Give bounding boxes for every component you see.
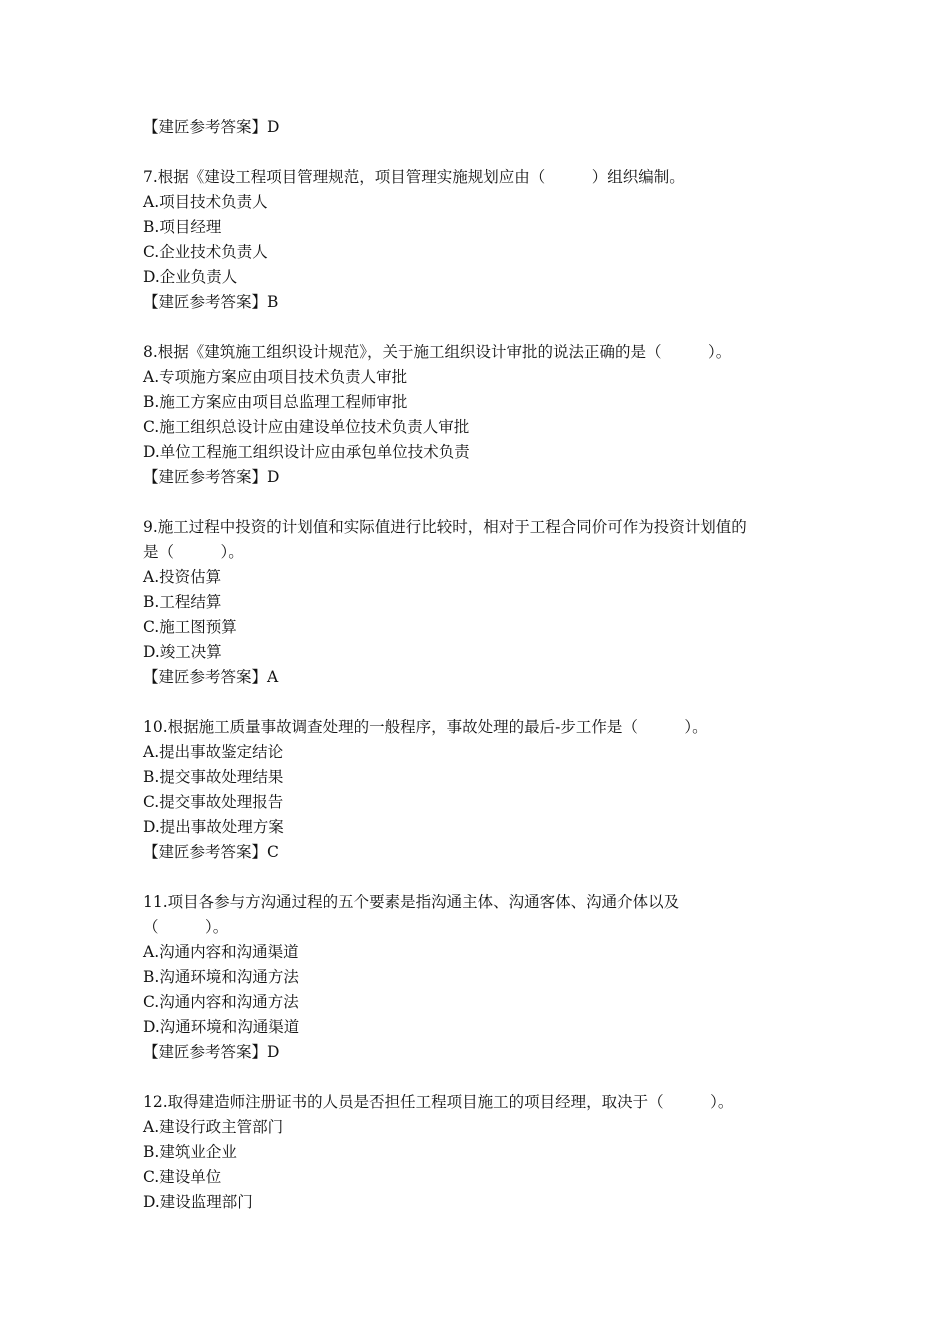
option-line: C.施工组织总设计应由建设单位技术负责人审批	[143, 418, 470, 436]
option-line: C.企业技术负责人	[143, 243, 268, 261]
question-line: 12.取得建造师注册证书的人员是否担任工程项目施工的项目经理，取决于（ ）。	[143, 1093, 734, 1111]
answer-line: 【建匠参考答案】D	[143, 118, 280, 136]
option-line: D.沟通环境和沟通渠道	[143, 1018, 300, 1036]
question-line: 8.根据《建筑施工组织设计规范》，关于施工组织设计审批的说法正确的是（ ）。	[143, 343, 732, 361]
answer-line: 【建匠参考答案】B	[143, 293, 279, 311]
option-line: D.企业负责人	[143, 268, 238, 286]
question-line: 是（ ）。	[143, 543, 244, 561]
option-line: B.项目经理	[143, 218, 222, 236]
option-line: A.沟通内容和沟通渠道	[143, 943, 299, 961]
option-line: B.建筑业企业	[143, 1143, 237, 1161]
option-line: A.项目技术负责人	[143, 193, 268, 211]
option-line: D.建设监理部门	[143, 1193, 253, 1211]
option-line: A.专项施方案应由项目技术负责人审批	[143, 368, 408, 386]
option-line: C.沟通内容和沟通方法	[143, 993, 299, 1011]
blank-line	[143, 140, 813, 165]
option-line: B.提交事故处理结果	[143, 768, 284, 786]
blank-line	[143, 690, 813, 715]
question-line: 7.根据《建设工程项目管理规范，项目管理实施规划应由（ ）组织编制。	[143, 168, 685, 186]
option-line: C.施工图预算	[143, 618, 237, 636]
option-line: A.提出事故鉴定结论	[143, 743, 284, 761]
question-line: 10.根据施工质量事故调查处理的一般程序，事故处理的最后-步工作是（ ）。	[143, 718, 708, 736]
question-line: 11.项目各参与方沟通过程的五个要素是指沟通主体、沟通客体、沟通介体以及	[143, 893, 680, 911]
option-line: D.竣工决算	[143, 643, 222, 661]
option-line: A.建设行政主管部门	[143, 1118, 284, 1136]
blank-line	[143, 490, 813, 515]
option-line: A.投资估算	[143, 568, 222, 586]
option-line: C.提交事故处理报告	[143, 793, 284, 811]
question-line: 9.施工过程中投资的计划值和实际值进行比较时，相对于工程合同价可作为投资计划值的	[143, 518, 747, 536]
answer-line: 【建匠参考答案】C	[143, 843, 279, 861]
blank-line	[143, 315, 813, 340]
document-page	[143, 115, 813, 1215]
option-line: D.单位工程施工组织设计应由承包单位技术负责	[143, 443, 470, 461]
blank-line	[143, 865, 813, 890]
answer-line: 【建匠参考答案】A	[143, 668, 279, 686]
question-line: （ ）。	[143, 918, 229, 936]
answer-line: 【建匠参考答案】D	[143, 1043, 280, 1061]
option-line: D.提出事故处理方案	[143, 818, 284, 836]
option-line: B.施工方案应由项目总监理工程师审批	[143, 393, 408, 411]
blank-line	[143, 1065, 813, 1090]
option-line: B.工程结算	[143, 593, 222, 611]
answer-line: 【建匠参考答案】D	[143, 468, 280, 486]
option-line: B.沟通环境和沟通方法	[143, 968, 299, 986]
option-line: C.建设单位	[143, 1168, 222, 1186]
